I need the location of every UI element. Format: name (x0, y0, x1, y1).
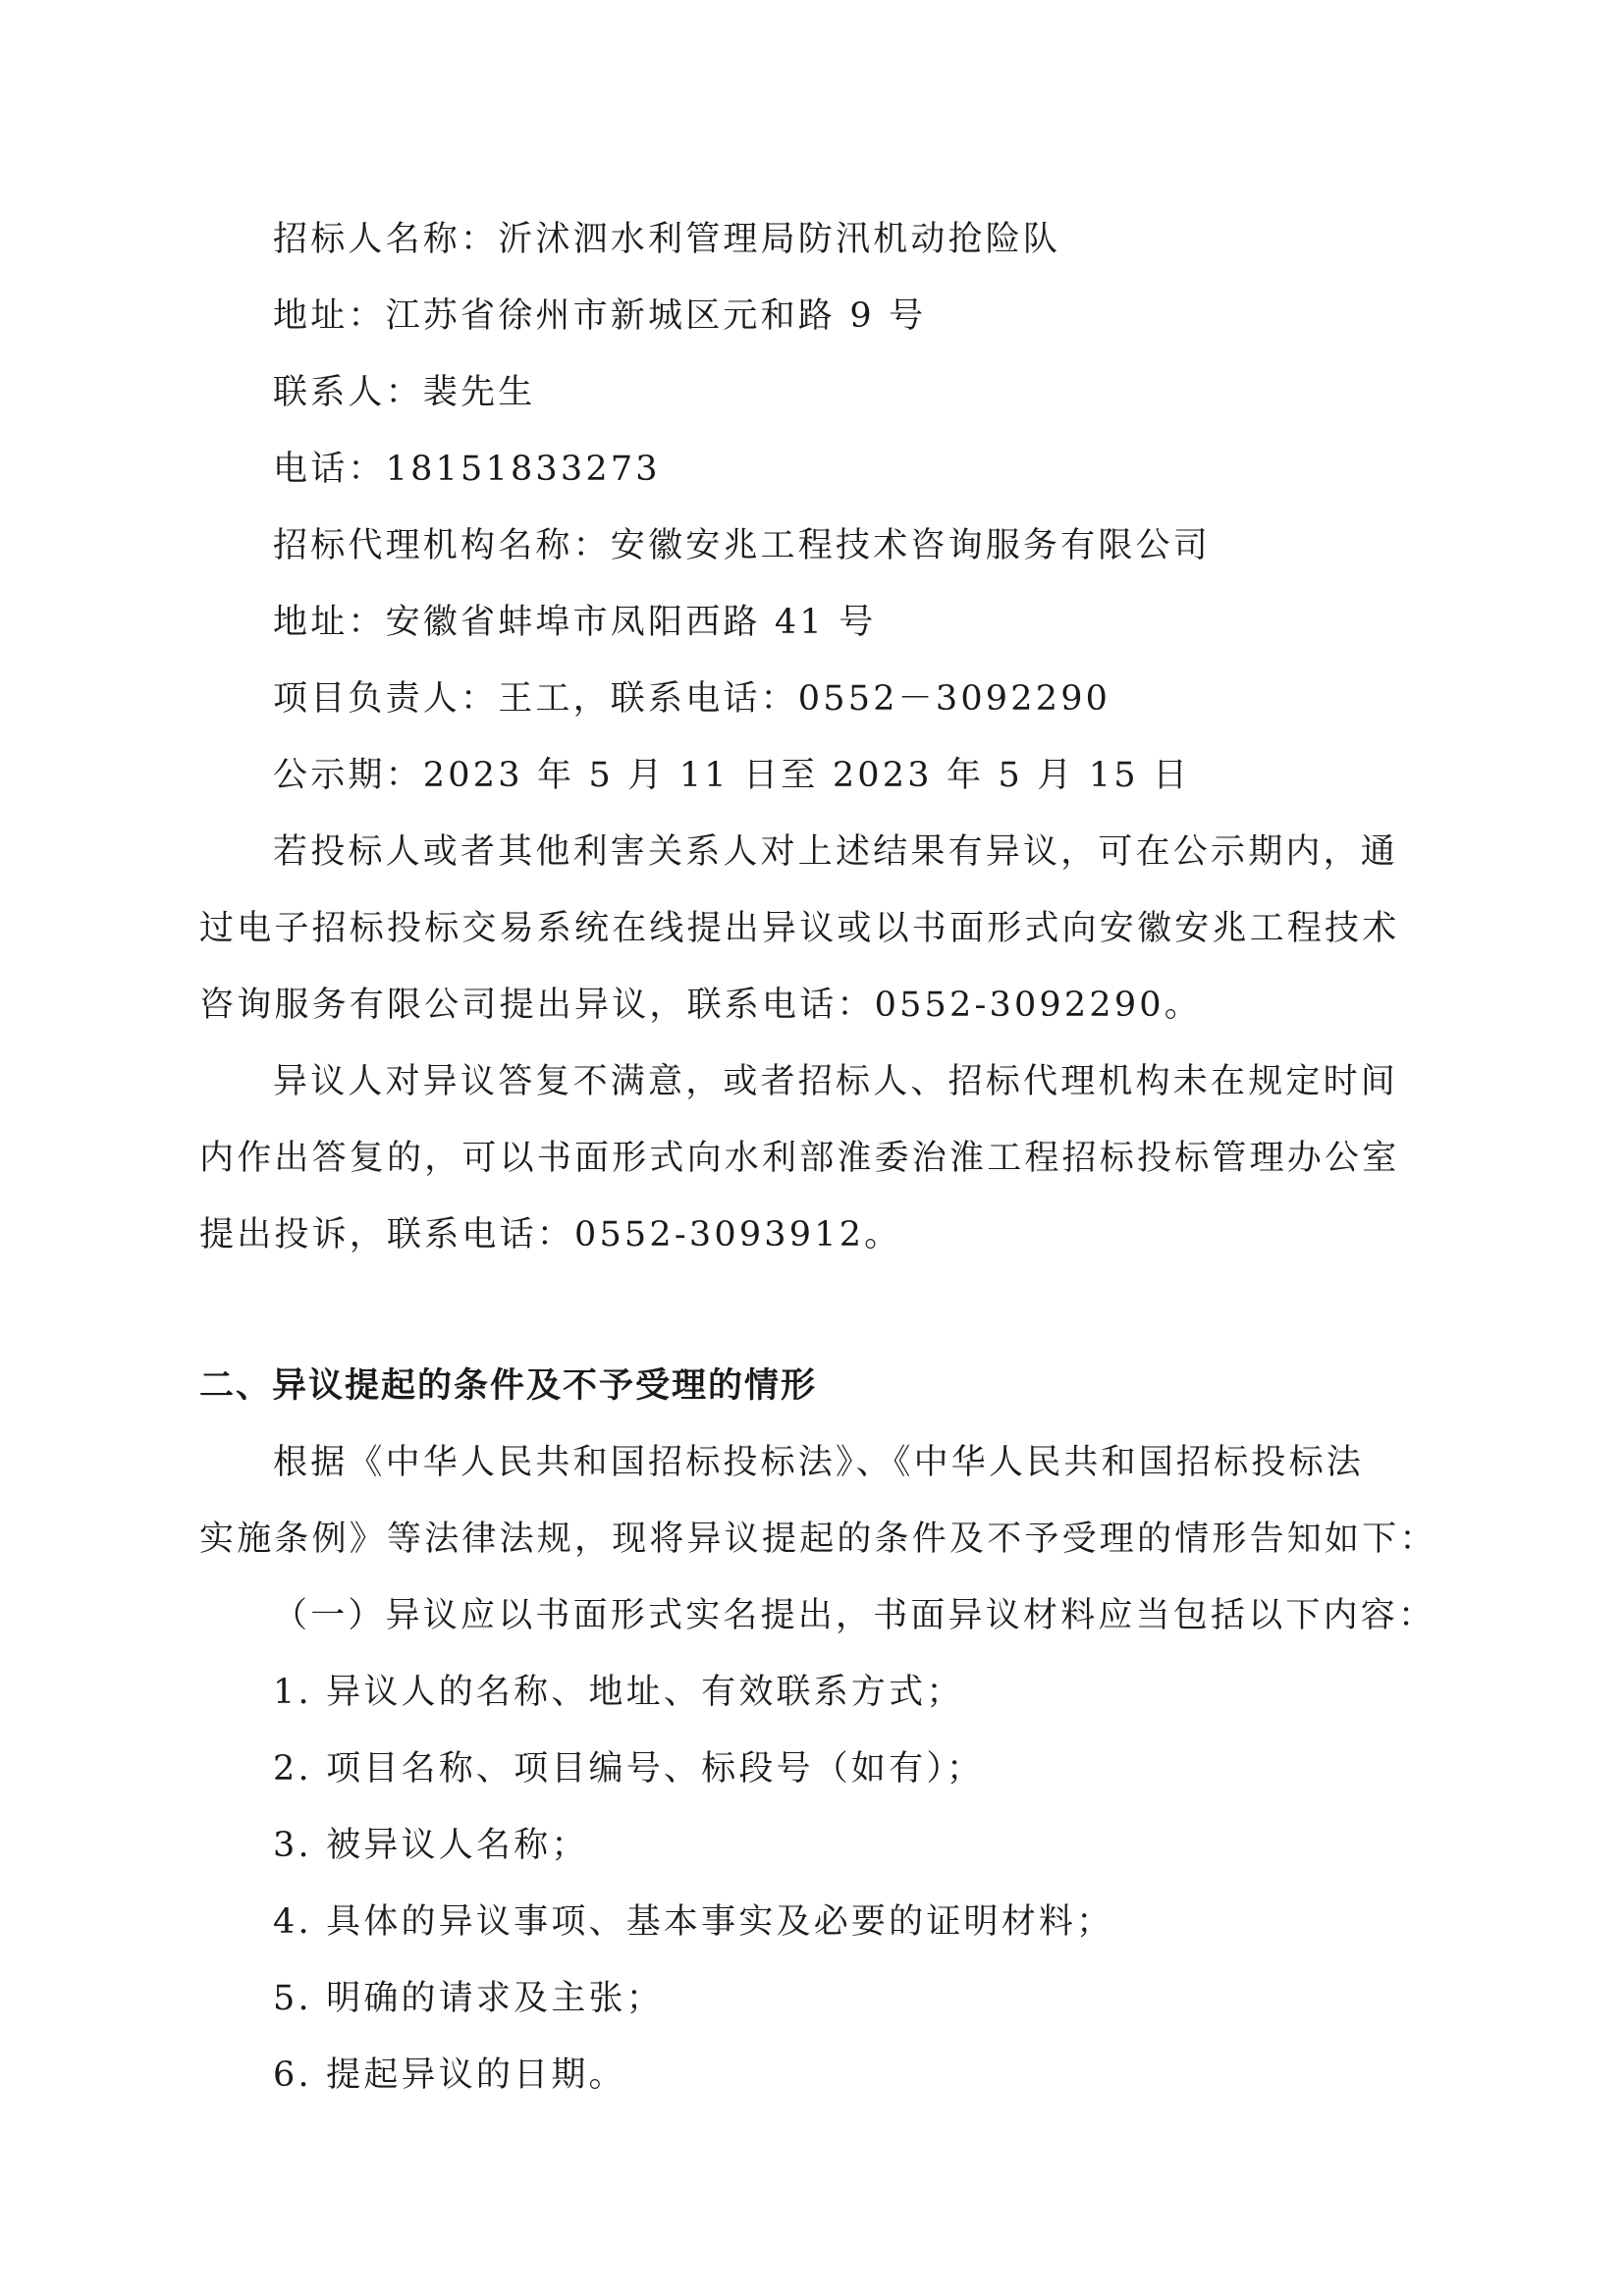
section-heading: 二、异议提起的条件及不予受理的情形 (199, 1366, 818, 1406)
publicity-period: 公示期：2023 年 5 月 11 日至 2023 年 5 月 15 日 (273, 756, 1191, 795)
project-manager: 项目负责人：王工，联系电话：0552－3092290 (273, 679, 1111, 719)
complaint-paragraph-line: 内作出答复的，可以书面形式向水利部淮委治淮工程招标投标管理办公室 (199, 1139, 1400, 1178)
list-item: 3. 被异议人名称； (273, 1826, 589, 1865)
complaint-paragraph-line: 异议人对异议答复不满意，或者招标人、招标代理机构未在规定时间 (273, 1062, 1399, 1101)
subsection-title: （一）异议应以书面形式实名提出，书面异议材料应当包括以下内容： (273, 1596, 1436, 1635)
section-intro-line: 实施条例》等法律法规，现将异议提起的条件及不予受理的情形告知如下： (199, 1520, 1437, 1559)
list-item: 1. 异议人的名称、地址、有效联系方式； (273, 1673, 964, 1712)
agency-name: 招标代理机构名称：安徽安兆工程技术咨询服务有限公司 (273, 526, 1212, 565)
section-intro-line: 根据《中华人民共和国招标投标法》、《中华人民共和国招标投标法 (273, 1443, 1365, 1482)
tenderer-contact: 联系人：裴先生 (273, 373, 536, 412)
list-item: 4. 具体的异议事项、基本事实及必要的证明材料； (273, 1902, 1114, 1942)
tenderer-phone: 电话：18151833273 (273, 450, 661, 489)
objection-paragraph-line: 咨询服务有限公司提出异议，联系电话：0552-3092290。 (199, 986, 1202, 1025)
list-item: 2. 项目名称、项目编号、标段号（如有）； (273, 1749, 985, 1789)
list-item: 5. 明确的请求及主张； (273, 1979, 664, 2018)
complaint-paragraph-line: 提出投诉，联系电话：0552-3093912。 (199, 1215, 902, 1255)
tenderer-address: 地址：江苏省徐州市新城区元和路 9 号 (273, 296, 927, 336)
list-item: 6. 提起异议的日期。 (273, 2056, 626, 2095)
objection-paragraph-line: 过电子招标投标交易系统在线提出异议或以书面形式向安徽安兆工程技术 (199, 909, 1400, 948)
agency-address: 地址：安徽省蚌埠市凤阳西路 41 号 (273, 603, 877, 642)
objection-paragraph-line: 若投标人或者其他利害关系人对上述结果有异议，可在公示期内，通 (273, 832, 1399, 872)
tenderer-name: 招标人名称：沂沭泗水利管理局防汛机动抢险队 (273, 220, 1061, 259)
